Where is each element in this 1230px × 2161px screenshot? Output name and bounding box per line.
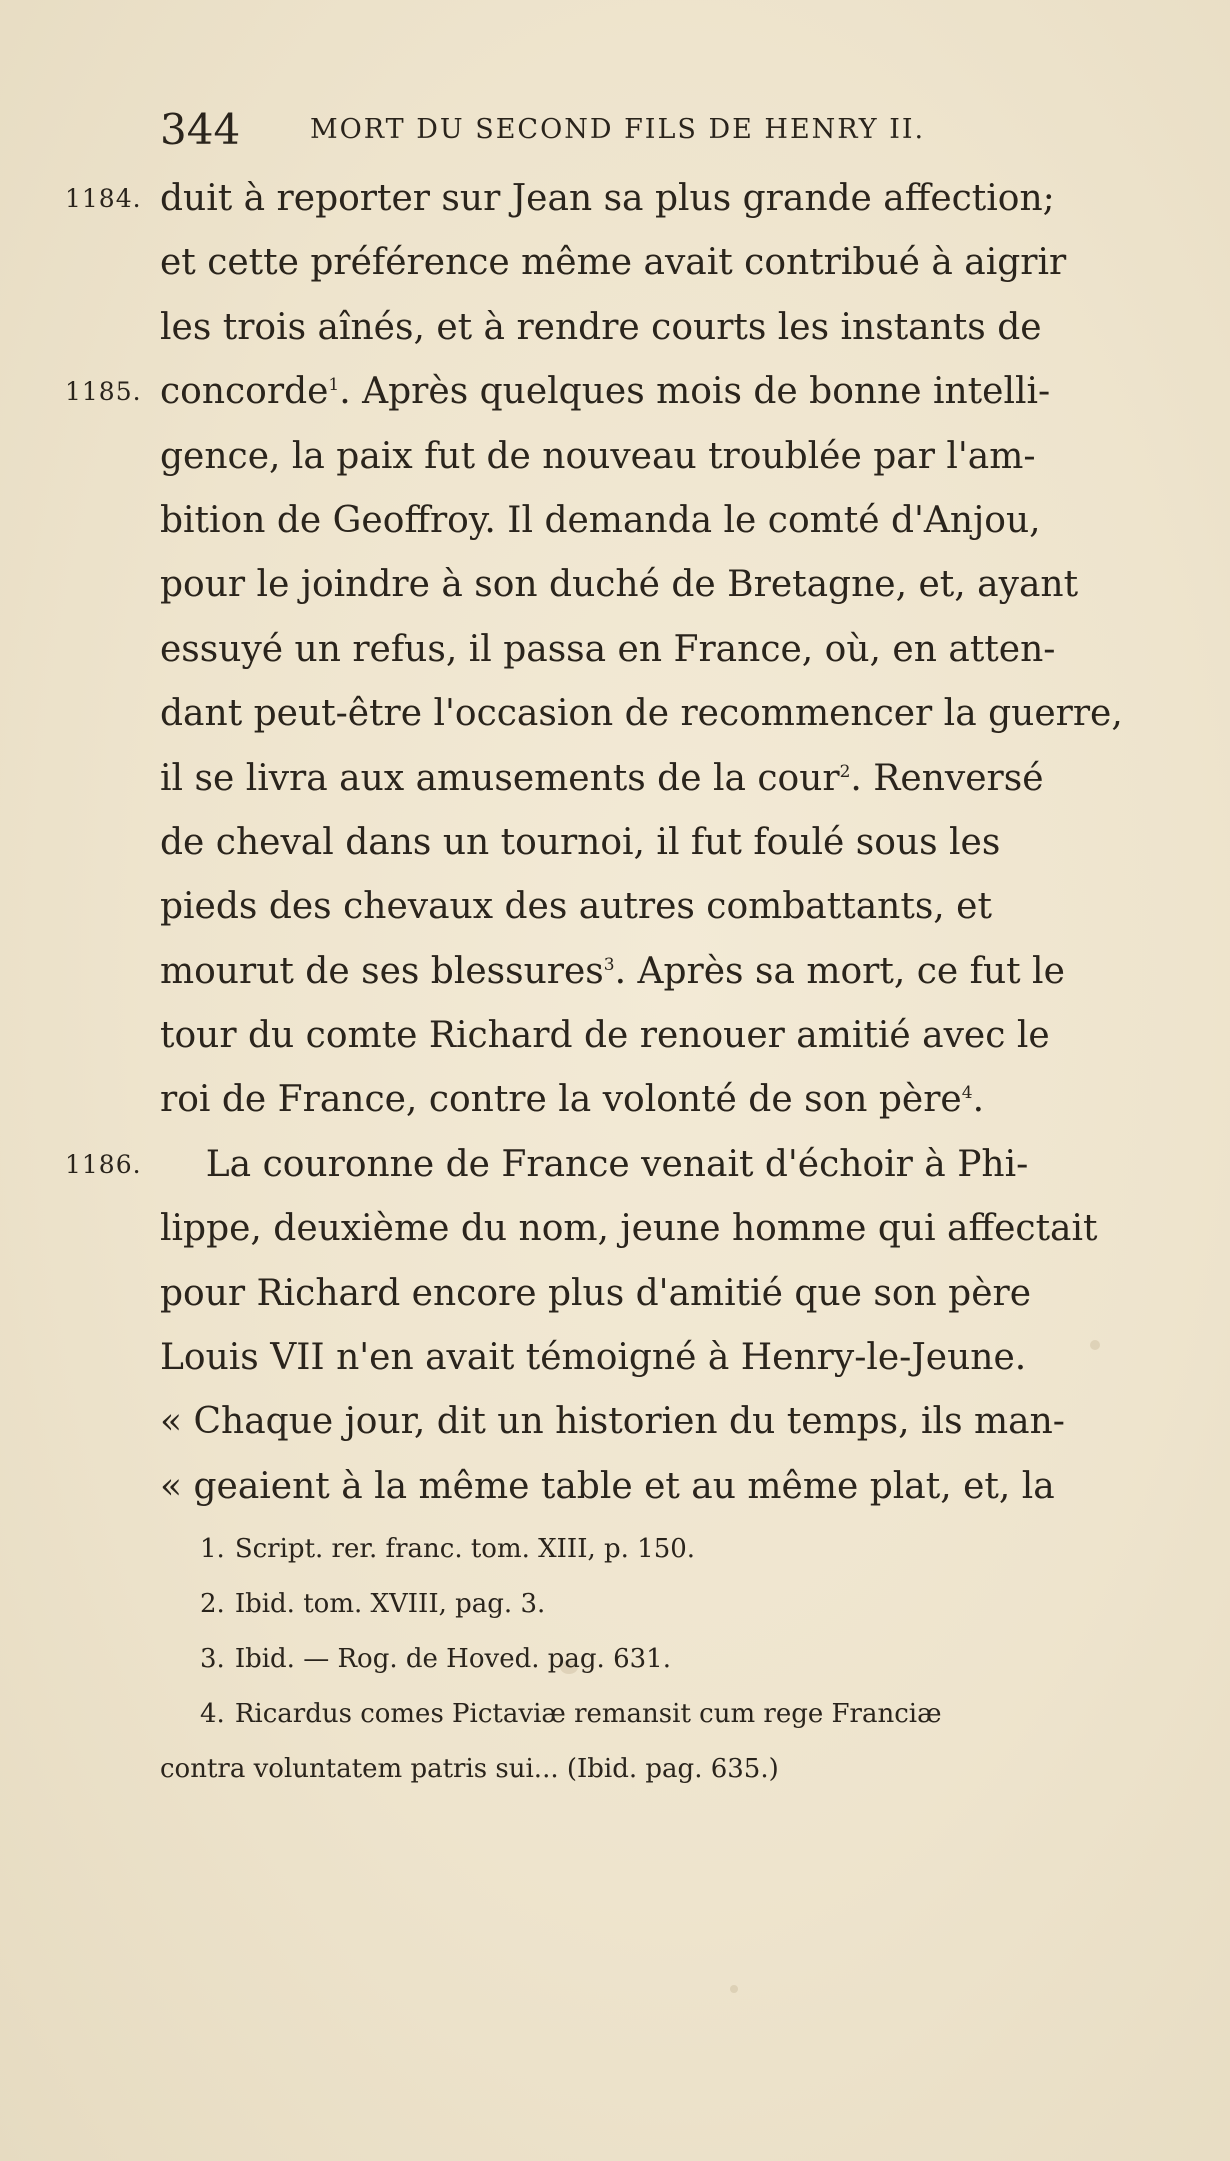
text-line <box>160 553 1120 617</box>
text-line <box>160 747 1120 811</box>
footnote-ref: 4 <box>961 1083 973 1104</box>
line-text: gence, la paix fut de nouveau troublée par l'am- <box>160 435 1036 477</box>
page-header <box>160 100 980 160</box>
line-text: bition de Geoffroy. Il demanda le comté d'Anjou, <box>160 499 1041 541</box>
text-line <box>160 1455 1120 1519</box>
text-line <box>160 489 1120 553</box>
line-text-cont: . Après quelques mois de bonne intelli- <box>339 371 1051 413</box>
text-line <box>160 1390 1120 1454</box>
text-line <box>160 1004 1120 1068</box>
line-text: essuyé un refus, il passa en France, où, en atten- <box>160 628 1056 670</box>
footnote <box>160 1577 1120 1632</box>
footnote-number: 2. <box>200 1589 225 1619</box>
line-text: dant peut-être l'occasion de recommencer la guerre, <box>160 693 1123 735</box>
line-text-cont: . <box>972 1079 985 1121</box>
line-text: roi de France, contre la volonté de son père <box>160 1079 962 1121</box>
line-text: « Chaque jour, dit un historien du temps, ils man- <box>160 1401 1065 1443</box>
text-line <box>160 296 1120 360</box>
line-text: pieds des chevaux des autres combattants, et <box>160 886 992 928</box>
footnote-number: 1. <box>200 1534 225 1564</box>
footnote-text: contra voluntatem patris sui... (Ibid. pag. 635.) <box>160 1754 779 1784</box>
line-text: pour Richard encore plus d'amitié que son père <box>160 1272 1032 1314</box>
text-line <box>160 875 1120 939</box>
text-line <box>160 618 1120 682</box>
text-line <box>160 1197 1120 1261</box>
line-text: Louis VII n'en avait témoigné à Henry-le-Jeune. <box>160 1337 1027 1379</box>
footnote-number: 4. <box>200 1699 225 1729</box>
footnote-text: Ibid. tom. XVIII, pag. 3. <box>234 1589 546 1619</box>
line-text: pour le joindre à son duché de Bretagne, et, ayant <box>160 564 1079 606</box>
text-line <box>65 167 1120 231</box>
running-head: MORT DU SECOND FILS DE HENRY II. <box>310 114 926 145</box>
line-text: et cette préférence même avait contribué à aigrir <box>160 242 1067 284</box>
line-text: les trois aînés, et à rendre courts les instants de <box>160 306 1042 348</box>
footnote-ref: 2 <box>839 761 851 782</box>
footnote-number: 3. <box>200 1644 225 1674</box>
text-line <box>65 1133 1120 1197</box>
footnotes <box>160 1522 1120 1797</box>
footnote <box>160 1522 1120 1577</box>
line-text: « geaient à la même table et au même plat, et, la <box>160 1465 1055 1507</box>
line-text: de cheval dans un tournoi, il fut foulé sous les <box>160 821 1001 863</box>
margin-year: 1185. <box>65 377 142 407</box>
line-text: duit à reporter sur Jean sa plus grande affection; <box>160 178 1055 219</box>
footnote-text: Ibid. — Rog. de Hoved. pag. 631. <box>234 1644 671 1674</box>
text-line <box>160 231 1120 295</box>
paper-stain <box>730 1985 738 1993</box>
footnote-ref: 3 <box>603 954 615 975</box>
line-text: tour du comte Richard de renouer amitié avec le <box>160 1015 1050 1057</box>
footnote-text: Ricardus comes Pictaviæ remansit cum rege Franciæ <box>234 1699 942 1729</box>
text-line <box>160 1068 1120 1132</box>
text-line <box>160 940 1120 1004</box>
line-text: lippe, deuxième du nom, jeune homme qui affectait <box>160 1208 1098 1250</box>
footnote-ref: 1 <box>328 375 340 396</box>
text-line <box>65 360 1120 424</box>
margin-year: 1186. <box>65 1149 142 1179</box>
footnote-text: Script. rer. franc. tom. XIII, p. 150. <box>234 1534 696 1564</box>
body-text <box>65 167 1123 1519</box>
footnote <box>160 1687 1120 1742</box>
footnote-continuation <box>160 1742 1120 1797</box>
text-line <box>160 1326 1120 1390</box>
margin-year: 1184. <box>65 184 142 213</box>
text-line <box>160 811 1120 875</box>
text-line <box>160 425 1120 489</box>
text-line <box>160 1262 1120 1326</box>
line-text: mourut de ses blessures <box>160 950 604 992</box>
line-text-cont: . Renversé <box>850 757 1044 799</box>
line-text: concorde <box>160 371 329 413</box>
text-line <box>160 682 1123 746</box>
line-text-cont: . Après sa mort, ce fut le <box>614 950 1065 992</box>
footnote <box>160 1632 1120 1687</box>
page-number: 344 <box>160 105 241 154</box>
line-text: il se livra aux amusements de la cour <box>160 757 840 799</box>
line-text: La couronne de France venait d'échoir à Phi- <box>160 1143 1029 1185</box>
